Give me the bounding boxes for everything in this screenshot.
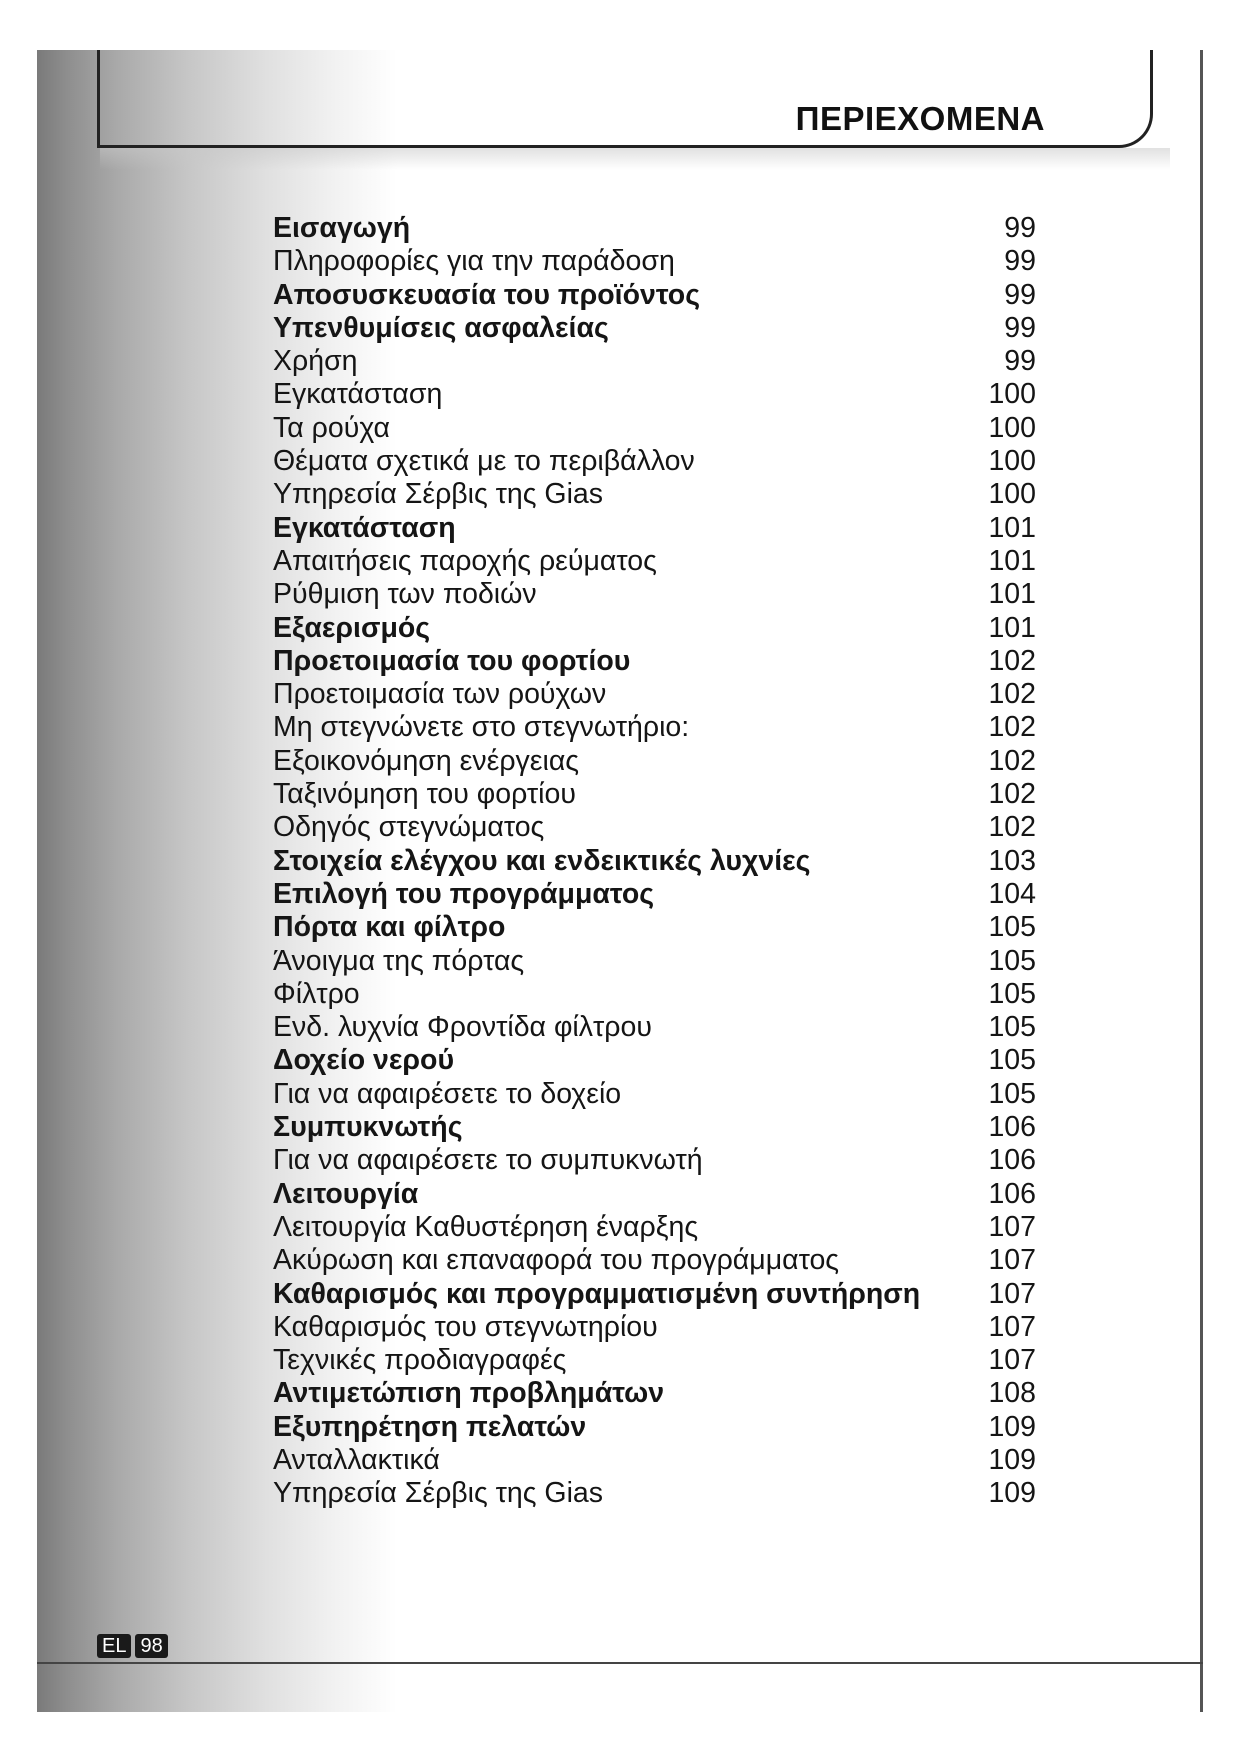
toc-entry-title: Χρήση — [273, 345, 358, 378]
toc-entry-title: Ρύθμιση των ποδιών — [273, 578, 537, 611]
toc-entry-page: 109 — [988, 1477, 1036, 1510]
toc-entry-title: Υπηρεσία Σέρβις της Gias — [273, 1477, 604, 1510]
toc-entry-title: Υπενθυμίσεις ασφαλείας — [273, 311, 609, 344]
toc-entry[interactable] — [273, 1411, 1036, 1444]
toc-entry-title: Αποσυσκευασία του προϊόντος — [273, 278, 701, 311]
toc-entry-title: Εγκατάσταση — [273, 511, 456, 544]
toc-entry-page: 100 — [988, 378, 1036, 411]
table-of-contents — [273, 212, 1036, 1511]
toc-entry[interactable] — [273, 711, 1036, 744]
toc-entry[interactable] — [273, 612, 1036, 645]
toc-entry-page: 100 — [988, 478, 1036, 511]
toc-entry-page: 101 — [988, 511, 1036, 544]
toc-entry[interactable] — [273, 1344, 1036, 1377]
language-badge: EL — [97, 1634, 131, 1658]
toc-entry-page: 109 — [988, 1410, 1036, 1443]
toc-entry[interactable] — [273, 312, 1036, 345]
toc-entry[interactable] — [273, 1111, 1036, 1144]
toc-entry-title: Καθαρισμός και προγραμματισμένη συντήρηση — [273, 1277, 921, 1310]
toc-entry[interactable] — [273, 1078, 1036, 1111]
toc-entry-page: 99 — [1004, 278, 1036, 311]
toc-entry-page: 108 — [988, 1377, 1036, 1410]
toc-entry-page: 107 — [988, 1244, 1036, 1277]
toc-entry[interactable] — [273, 1211, 1036, 1244]
toc-entry-title: Επιλογή του προγράμματος — [273, 877, 655, 910]
toc-entry-title: Για να αφαιρέσετε το συμπυκνωτή — [273, 1144, 703, 1177]
page-number-badge: 98 — [135, 1634, 167, 1658]
toc-entry-title: Ανταλλακτικά — [273, 1443, 440, 1476]
toc-entry-title: Συμπυκνωτής — [273, 1111, 463, 1144]
toc-entry-title: Προετοιμασία των ρούχων — [273, 678, 607, 711]
toc-entry-title: Εισαγωγή — [273, 212, 411, 244]
toc-entry[interactable] — [273, 545, 1036, 578]
toc-entry[interactable] — [273, 845, 1036, 878]
toc-entry-page: 107 — [988, 1277, 1036, 1310]
toc-entry-title: Πόρτα και φίλτρο — [273, 911, 506, 944]
toc-entry-title: Δοχείο νερού — [273, 1044, 455, 1077]
toc-entry[interactable] — [273, 1011, 1036, 1044]
toc-entry[interactable] — [273, 1377, 1036, 1410]
toc-entry-title: Ενδ. λυχνία Φροντίδα φίλτρου — [273, 1011, 652, 1044]
toc-entry-page: 105 — [988, 1011, 1036, 1044]
toc-entry[interactable] — [273, 911, 1036, 944]
toc-entry-page: 101 — [988, 611, 1036, 644]
toc-entry-title: Εξαερισμός — [273, 611, 431, 644]
toc-entry[interactable] — [273, 1244, 1036, 1277]
header-shadow — [100, 148, 1170, 170]
toc-entry[interactable] — [273, 245, 1036, 278]
toc-entry-page: 104 — [988, 877, 1036, 910]
toc-entry-page: 106 — [988, 1111, 1036, 1144]
toc-entry[interactable] — [273, 445, 1036, 478]
toc-entry-page: 105 — [988, 1044, 1036, 1077]
toc-entry-page: 107 — [988, 1310, 1036, 1343]
toc-entry-title: Απαιτήσεις παροχής ρεύματος — [273, 544, 657, 577]
toc-entry-page: 107 — [988, 1344, 1036, 1377]
toc-entry[interactable] — [273, 478, 1036, 511]
toc-entry-page: 99 — [1004, 212, 1036, 244]
toc-entry-title: Οδηγός στεγνώματος — [273, 811, 545, 844]
toc-entry[interactable] — [273, 645, 1036, 678]
toc-entry[interactable] — [273, 778, 1036, 811]
toc-entry-page: 99 — [1004, 245, 1036, 278]
toc-entry[interactable] — [273, 1444, 1036, 1477]
toc-entry-page: 100 — [988, 445, 1036, 478]
toc-entry[interactable] — [273, 512, 1036, 545]
toc-entry-title: Εξοικονόμηση ενέργειας — [273, 744, 580, 777]
toc-entry-title: Για να αφαιρέσετε το δοχείο — [273, 1077, 622, 1110]
toc-entry[interactable] — [273, 1144, 1036, 1177]
toc-entry[interactable] — [273, 1477, 1036, 1510]
toc-entry-page: 105 — [988, 977, 1036, 1010]
toc-entry-title: Μη στεγνώνετε στο στεγνωτήριο: — [273, 711, 690, 744]
toc-entry[interactable] — [273, 412, 1036, 445]
toc-entry-page: 103 — [988, 844, 1036, 877]
toc-entry[interactable] — [273, 811, 1036, 844]
toc-entry-page: 102 — [988, 644, 1036, 677]
toc-entry[interactable] — [273, 1311, 1036, 1344]
toc-entry[interactable] — [273, 1178, 1036, 1211]
toc-entry[interactable] — [273, 678, 1036, 711]
toc-entry[interactable] — [273, 578, 1036, 611]
toc-entry-title: Λειτουργία — [273, 1177, 419, 1210]
toc-entry-title: Θέματα σχετικά με το περιβάλλον — [273, 445, 695, 478]
toc-entry-page: 99 — [1004, 345, 1036, 378]
toc-entry-page: 105 — [988, 1077, 1036, 1110]
toc-entry-page: 105 — [988, 911, 1036, 944]
toc-entry-title: Πληροφορίες για την παράδοση — [273, 245, 675, 278]
toc-entry-title: Αντιμετώπιση προβλημάτων — [273, 1377, 665, 1410]
toc-entry-page: 101 — [988, 578, 1036, 611]
toc-entry-title: Υπηρεσία Σέρβις της Gias — [273, 478, 604, 511]
page-title: ΠΕΡΙΕΧΟΜΕΝΑ — [795, 100, 1045, 137]
toc-entry[interactable] — [273, 378, 1036, 411]
toc-entry[interactable] — [273, 279, 1036, 312]
toc-entry-title: Λειτουργία Καθυστέρηση έναρξης — [273, 1210, 699, 1243]
toc-entry[interactable] — [273, 745, 1036, 778]
toc-entry-title: Άνοιγμα της πόρτας — [273, 944, 525, 977]
toc-entry-page: 102 — [988, 778, 1036, 811]
toc-entry-title: Τεχνικές προδιαγραφές — [273, 1344, 567, 1377]
toc-entry-page: 106 — [988, 1144, 1036, 1177]
toc-entry-page: 99 — [1004, 311, 1036, 344]
toc-entry-page: 102 — [988, 711, 1036, 744]
footer-divider — [37, 1662, 1203, 1664]
toc-entry[interactable] — [273, 978, 1036, 1011]
toc-entry[interactable] — [273, 945, 1036, 978]
toc-entry[interactable] — [273, 1278, 1036, 1311]
toc-entry-title: Εγκατάσταση — [273, 378, 443, 411]
toc-entry-page: 102 — [988, 678, 1036, 711]
toc-entry-page: 102 — [988, 744, 1036, 777]
toc-entry-title: Εξυπηρέτηση πελατών — [273, 1410, 587, 1443]
toc-entry[interactable] — [273, 878, 1036, 911]
toc-entry[interactable] — [273, 1044, 1036, 1077]
toc-entry-page: 107 — [988, 1210, 1036, 1243]
toc-entry-title: Ταξινόμηση του φορτίου — [273, 778, 576, 811]
footer-badges — [97, 1634, 168, 1658]
toc-entry-page: 102 — [988, 811, 1036, 844]
toc-entry-title: Ακύρωση και επαναφορά του προγράμματος — [273, 1244, 840, 1277]
toc-entry-page: 105 — [988, 944, 1036, 977]
toc-entry-title: Τα ρούχα — [273, 411, 390, 444]
toc-entry-title: Προετοιμασία του φορτίου — [273, 644, 631, 677]
toc-entry-title: Καθαρισμός του στεγνωτηρίου — [273, 1310, 658, 1343]
toc-entry-page: 106 — [988, 1177, 1036, 1210]
toc-entry-page: 101 — [988, 544, 1036, 577]
toc-entry[interactable] — [273, 345, 1036, 378]
toc-entry-title: Στοιχεία ελέγχου και ενδεικτικές λυχνίες — [273, 844, 811, 877]
toc-entry-page: 109 — [988, 1443, 1036, 1476]
toc-entry-page: 100 — [988, 411, 1036, 444]
toc-entry-title: Φίλτρο — [273, 977, 360, 1010]
toc-entry[interactable] — [273, 212, 1036, 245]
